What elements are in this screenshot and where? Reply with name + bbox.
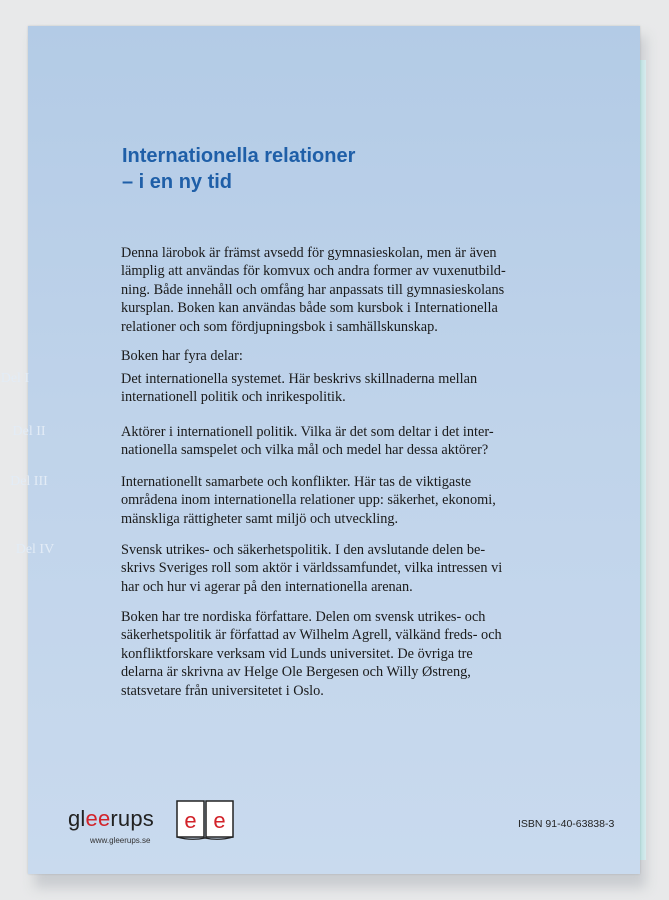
title-line-1: Internationella relationer	[122, 145, 356, 167]
closing-line: säkerhetspolitik är författad av Wilhelm Agrell, välkänd freds- och	[121, 627, 502, 644]
part-line: Det internationella systemet. Här beskrivs skillnaderna mellan	[121, 371, 478, 387]
closing-line: konfliktforskare verksam vid Lunds universitet. De övriga tre	[121, 645, 473, 662]
part-line: mänskliga rättigheter samt miljö och utveckling.	[121, 510, 399, 527]
part-label: Del III	[10, 474, 48, 489]
part-label: Del II	[12, 424, 46, 439]
part-line: nationella samspelet och vilka mål och medel har dessa aktörer?	[121, 442, 489, 459]
intro-line: Denna lärobok är främst avsedd för gymnasieskolan, men är även	[121, 245, 497, 261]
intro-line: kursplan. Boken kan användas både som kursbok i Internationella	[121, 300, 498, 317]
wordmark-end: rups	[110, 806, 155, 831]
book-title	[122, 143, 355, 195]
part-line: Internationellt samarbete och konflikter. Här tas de viktigaste	[121, 474, 472, 490]
part-line: Svensk utrikes- och säkerhetspolitik. I den avslutande delen be-	[121, 542, 486, 558]
publisher-url: www.gleerups.se	[90, 836, 151, 845]
part-4	[15, 541, 503, 596]
part-line: internationell politik och inrikespolitik.	[121, 389, 346, 406]
part-label: Del I	[0, 371, 30, 386]
part-2	[12, 423, 494, 460]
part-label: Del IV	[15, 542, 55, 557]
book-letter-right: e	[213, 808, 226, 833]
part-line: har och hur vi agerar på den internationella arenan.	[121, 578, 413, 595]
book-letter-left: e	[184, 808, 197, 833]
part-line: områdena inom internationella relationer upp: säkerhet, ekonomi,	[121, 492, 496, 509]
parts-lead: Boken har fyra delar:	[121, 348, 243, 364]
open-book-icon	[176, 800, 234, 840]
part-line: Aktörer i internationell politik. Vilka är det som deltar i det inter-	[121, 424, 494, 440]
part-1	[0, 370, 478, 407]
closing-line: Boken har tre nordiska författare. Delen om svensk utrikes- och	[121, 609, 486, 625]
title-line-2: – i en ny tid	[122, 171, 233, 193]
authors-paragraph	[121, 608, 502, 700]
closing-line: statsvetare från universitetet i Oslo.	[121, 682, 324, 699]
intro-paragraph	[121, 244, 506, 336]
wordmark-accent: ee	[85, 806, 111, 831]
isbn: ISBN 91-40-63838-3	[518, 818, 615, 830]
publisher-logo	[68, 800, 248, 848]
intro-line: lämplig att användas för komvux och andra former av vuxenutbild-	[121, 263, 506, 280]
closing-line: delarna är skrivna av Helge Ole Bergesen och Willy Østreng,	[121, 664, 471, 681]
wordmark-start: gl	[68, 806, 86, 831]
intro-line: ning. Både innehåll och omfång har anpassats till gymnasieskolans	[121, 281, 505, 298]
publisher-wordmark	[68, 806, 154, 832]
intro-line: relationer och som fördjupningsbok i samhällskunskap.	[121, 318, 438, 335]
part-3	[10, 473, 496, 528]
part-line: skrivs Sveriges roll som aktör i världssamfundet, vilka intressen vi	[121, 560, 503, 577]
